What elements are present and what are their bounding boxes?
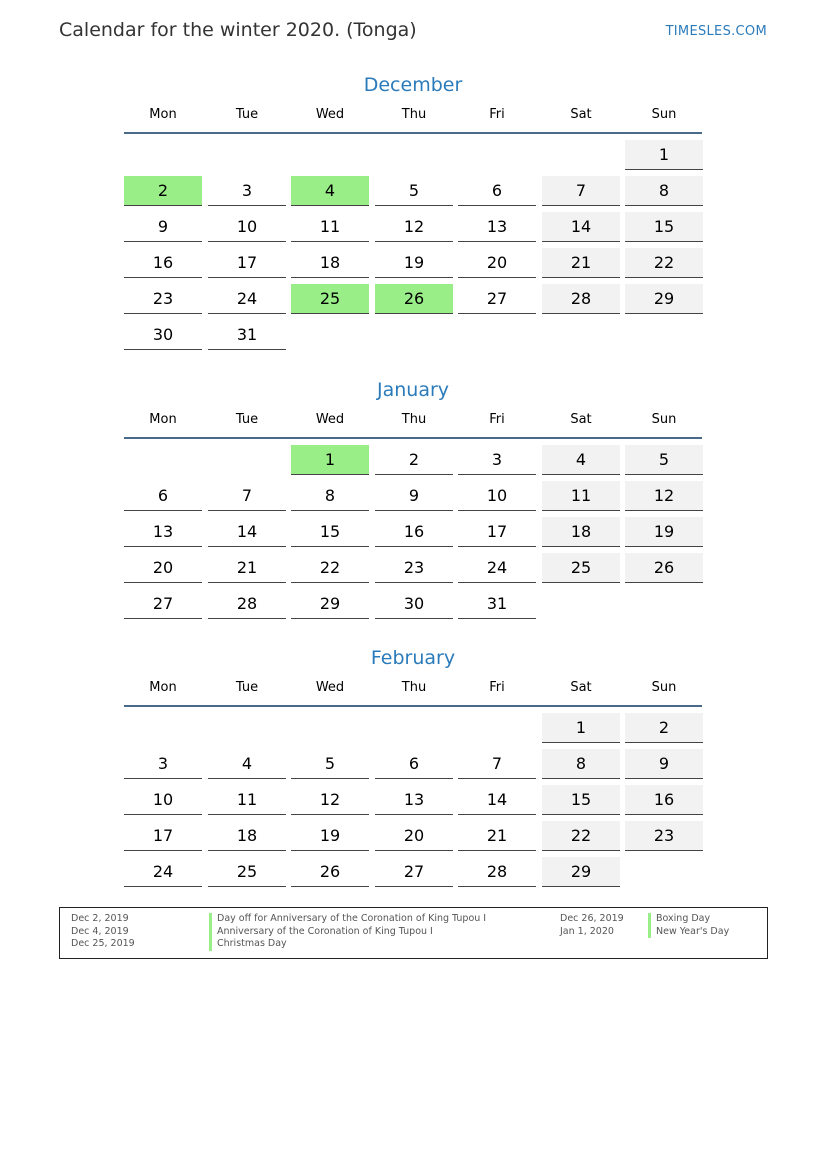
day-cell: 20 [458,248,536,278]
day-cell: 2 [124,176,202,206]
day-cell: 3 [458,445,536,475]
day-cell: 1 [291,445,369,475]
day-cell: 25 [542,553,620,583]
day-cell: 5 [375,176,453,206]
day-cell: 5 [291,749,369,779]
day-cell: 10 [458,481,536,511]
weekday-label: Wed [315,680,345,695]
day-cell: 23 [375,553,453,583]
day-cell: 12 [625,481,703,511]
day-cell: 18 [542,517,620,547]
day-cell: 18 [291,248,369,278]
weekday-label: Sun [651,680,677,695]
day-cell: 4 [291,176,369,206]
day-cell: 9 [625,749,703,779]
month-february [124,643,702,923]
legend-holiday-name: Boxing Day [648,913,729,926]
day-cell: 17 [124,821,202,851]
day-cell: 30 [124,320,202,350]
day-cell: 13 [458,212,536,242]
day-cell: 8 [291,481,369,511]
day-cell: 28 [208,589,286,619]
day-cell: 4 [542,445,620,475]
day-cell: 31 [208,320,286,350]
day-cell: 19 [291,821,369,851]
legend-names-left [209,913,486,951]
month-january [124,375,702,655]
weekday-label: Mon [149,680,177,695]
day-cell: 18 [208,821,286,851]
legend-date: Dec 25, 2019 [71,938,135,949]
day-cell: 19 [375,248,453,278]
legend-dates-left [71,913,135,951]
day-cell: 12 [375,212,453,242]
day-cell: 9 [375,481,453,511]
day-cell: 2 [625,713,703,743]
day-grid [124,134,702,350]
day-cell: 28 [542,284,620,314]
day-cell: 22 [291,553,369,583]
day-cell: 27 [124,589,202,619]
day-cell: 1 [625,140,703,170]
day-cell: 16 [375,517,453,547]
day-cell: 20 [124,553,202,583]
legend-dates-right [560,913,624,938]
weekday-label: Wed [315,412,345,427]
day-cell: 7 [542,176,620,206]
day-cell: 24 [208,284,286,314]
weekday-label: Mon [149,412,177,427]
day-cell: 13 [375,785,453,815]
day-cell: 23 [625,821,703,851]
day-cell: 29 [542,857,620,887]
weekday-label: Thu [401,412,427,427]
weekday-label: Fri [489,107,505,122]
day-cell: 16 [124,248,202,278]
day-cell: 10 [208,212,286,242]
weekday-label: Tue [235,412,259,427]
month-december [124,70,702,350]
weekday-label: Mon [149,107,177,122]
day-grid [124,439,702,655]
day-cell: 29 [625,284,703,314]
legend-names-right [648,913,729,938]
day-cell: 17 [458,517,536,547]
weekday-label: Fri [489,412,505,427]
weekday-header [124,411,702,439]
day-grid [124,707,702,923]
day-cell: 25 [208,857,286,887]
day-cell: 16 [625,785,703,815]
day-cell: 20 [375,821,453,851]
day-cell: 3 [208,176,286,206]
weekday-label: Sun [651,107,677,122]
legend-holiday-name: Christmas Day [209,938,486,951]
day-cell: 7 [458,749,536,779]
day-cell: 26 [375,284,453,314]
day-cell: 1 [542,713,620,743]
day-cell: 21 [458,821,536,851]
day-cell: 22 [542,821,620,851]
day-cell: 8 [542,749,620,779]
day-cell: 24 [124,857,202,887]
legend-holiday-name: New Year's Day [648,926,729,939]
weekday-header [124,679,702,707]
day-cell: 27 [458,284,536,314]
day-cell: 11 [208,785,286,815]
day-cell: 4 [208,749,286,779]
day-cell: 7 [208,481,286,511]
day-cell: 6 [375,749,453,779]
day-cell: 19 [625,517,703,547]
day-cell: 9 [124,212,202,242]
weekday-label: Sat [570,412,592,427]
legend-date: Jan 1, 2020 [560,925,614,937]
day-cell: 27 [375,857,453,887]
day-cell: 23 [124,284,202,314]
day-cell: 29 [291,589,369,619]
day-cell: 11 [291,212,369,242]
weekday-label: Sat [570,680,592,695]
day-cell: 26 [291,857,369,887]
day-cell: 15 [291,517,369,547]
weekday-label: Tue [235,680,259,695]
day-cell: 15 [625,212,703,242]
site-link[interactable]: TIMESLES.COM [665,24,767,39]
weekday-label: Thu [401,680,427,695]
weekday-label: Thu [401,107,427,122]
month-name: February [370,647,456,669]
day-cell: 8 [625,176,703,206]
weekday-header [124,106,702,134]
day-cell: 28 [458,857,536,887]
weekday-label: Tue [235,107,259,122]
weekday-label: Sat [570,107,592,122]
day-cell: 31 [458,589,536,619]
month-name: December [363,74,463,96]
day-cell: 5 [625,445,703,475]
day-cell: 26 [625,553,703,583]
page-title: Calendar for the winter 2020. (Tonga) [59,19,417,41]
day-cell: 3 [124,749,202,779]
weekday-label: Fri [489,680,505,695]
legend-date: Dec 26, 2019 [560,913,624,924]
day-cell: 14 [458,785,536,815]
holiday-legend [59,907,768,959]
month-name: January [376,379,450,401]
day-cell: 10 [124,785,202,815]
legend-date: Dec 4, 2019 [71,925,129,937]
legend-holiday-name: Day off for Anniversary of the Coronation of King Tupou I [209,913,486,926]
day-cell: 6 [124,481,202,511]
day-cell: 22 [625,248,703,278]
day-cell: 2 [375,445,453,475]
day-cell: 21 [542,248,620,278]
day-cell: 24 [458,553,536,583]
day-cell: 15 [542,785,620,815]
day-cell: 11 [542,481,620,511]
legend-date: Dec 2, 2019 [71,913,129,924]
day-cell: 21 [208,553,286,583]
day-cell: 14 [542,212,620,242]
weekday-label: Sun [651,412,677,427]
day-cell: 14 [208,517,286,547]
legend-holiday-name: Anniversary of the Coronation of King Tupou I [209,926,486,939]
day-cell: 12 [291,785,369,815]
weekday-label: Wed [315,107,345,122]
day-cell: 17 [208,248,286,278]
day-cell: 30 [375,589,453,619]
day-cell: 25 [291,284,369,314]
day-cell: 6 [458,176,536,206]
day-cell: 13 [124,517,202,547]
